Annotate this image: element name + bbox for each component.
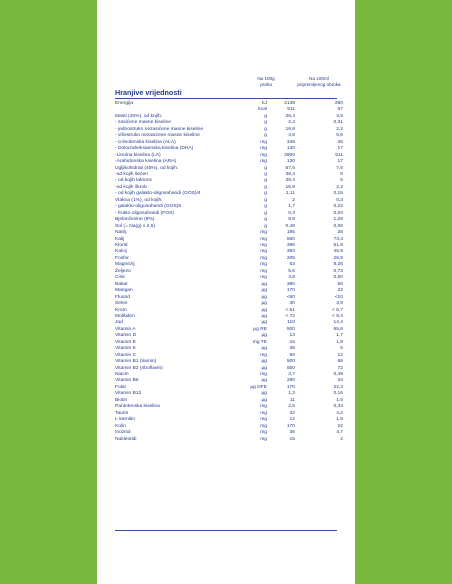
row-label: Inozitol	[115, 430, 131, 436]
row-value-per-100ml: 3,5	[336, 113, 343, 119]
row-unit: µg RE	[253, 326, 267, 332]
row-label: Cink	[115, 275, 125, 281]
row-value-per-100ml: 2,2	[336, 184, 343, 190]
row-value-per-100ml: 17	[337, 146, 343, 152]
row-unit: µg	[261, 281, 267, 287]
row-unit: µg	[261, 294, 267, 300]
row-value-per-100ml: 280	[334, 101, 343, 106]
row-value-per-100ml: 0,3	[336, 197, 343, 203]
row-value-per-100g: < 72	[285, 313, 295, 319]
row-label: Vitamin B1 (tiamin)	[115, 359, 157, 365]
row-label: Mangan	[115, 288, 133, 294]
row-value-per-100ml: 0,49	[333, 372, 343, 378]
row-label: Biotin	[115, 397, 128, 403]
row-value-per-100g: 2,5	[288, 404, 295, 410]
row-value-per-100g: 195	[286, 230, 295, 236]
row-value-per-100g: 12	[289, 417, 295, 423]
row-value-per-100ml: 22,3	[333, 384, 343, 390]
row-value-per-100g: 0,3	[288, 210, 295, 216]
row-unit: mg	[260, 404, 267, 410]
row-label: Niacin	[115, 372, 129, 378]
green-side-band-left	[0, 0, 97, 584]
row-value-per-100ml: 0,06	[333, 223, 343, 229]
row-value-per-100g: 2,4	[288, 120, 295, 126]
row-label: L-karnitin	[115, 417, 136, 423]
row-unit: µg	[261, 320, 267, 326]
row-value-per-100ml: 50	[337, 281, 343, 287]
row-value-per-100ml: 7,6	[336, 165, 343, 171]
row-unit: g	[264, 197, 267, 203]
row-value-per-100g: 26,4	[285, 113, 295, 119]
row-label: Fluorid	[115, 294, 130, 300]
column-header-per-100ml-line2: pripremljenog obroka	[297, 81, 341, 87]
row-value-per-100g: 38,4	[285, 171, 295, 177]
nutrition-table	[115, 101, 343, 443]
row-value-per-100g: 2138	[284, 101, 295, 106]
row-value-per-100ml: 72	[337, 365, 343, 371]
row-value-per-100ml: 66	[337, 359, 343, 365]
row-unit: µg	[261, 397, 267, 403]
row-label: Bakar	[115, 281, 128, 287]
row-unit: g	[264, 113, 267, 119]
row-value-per-100g: 1,3	[288, 391, 295, 397]
row-label: Masti (45%), od kojih:	[115, 113, 163, 119]
row-label: Vitamin B2 (riboflavin)	[115, 365, 163, 371]
row-value-per-100g: 32	[289, 410, 295, 416]
row-value-per-100ml: 5	[340, 346, 343, 352]
row-label: Molibden	[115, 313, 135, 319]
row-value-per-100g: 3,7	[288, 372, 295, 378]
row-value-per-100ml: 1,7	[336, 333, 343, 339]
row-value-per-100ml: 14,4	[333, 320, 343, 326]
row-value-per-100g: 38,4	[285, 178, 295, 184]
row-unit: g	[264, 204, 267, 210]
table-title: Hranjive vrijednosti	[115, 88, 182, 97]
row-value-per-100ml: 0,31	[333, 120, 343, 126]
table-row	[115, 436, 343, 443]
row-value-per-100ml: 5	[340, 178, 343, 184]
row-unit: g	[264, 191, 267, 197]
row-value-per-100ml: 0,33	[333, 404, 343, 410]
row-unit: mg	[260, 152, 267, 158]
row-label: -od kojih šećeri	[115, 171, 148, 177]
row-label: -od kojih škrob	[115, 184, 147, 190]
row-label: Željezo	[115, 268, 131, 274]
row-unit: µg	[261, 307, 267, 313]
row-unit: µg DFE	[250, 384, 267, 390]
row-value-per-100g: 500	[286, 326, 295, 332]
row-value-per-100g: 11	[289, 397, 295, 403]
row-value-per-100g: 110	[287, 320, 295, 326]
row-label: - jednostruko nezasićene masne kiseline	[115, 126, 204, 132]
row-unit: mg	[260, 230, 267, 236]
row-unit: µg	[261, 359, 267, 365]
row-label: Sol (= Na(g) x 2,5)	[115, 223, 156, 229]
row-value-per-100ml: 1,9	[336, 339, 343, 345]
row-value-per-100g: 2	[292, 197, 295, 203]
row-label: Kolin	[115, 423, 126, 429]
row-label: - višestruko nezasićene masne kiseline	[115, 133, 200, 139]
row-value-per-100g: 3,8	[288, 275, 295, 281]
row-value-per-100g: 4,8	[288, 133, 295, 139]
row-unit: mg	[260, 249, 267, 255]
row-label: -Linolna kiselina (LA)	[115, 152, 161, 158]
row-value-per-100ml: 0,73	[333, 268, 343, 274]
row-unit: g	[264, 210, 267, 216]
row-label: Ugljikohidrati (45%), od kojih:	[115, 165, 179, 171]
row-value-per-100ml: 3,9	[336, 301, 343, 307]
row-label: Krom	[115, 307, 127, 313]
row-label: Jod	[115, 320, 123, 326]
row-value-per-100ml: 1,5	[336, 397, 343, 403]
row-value-per-100g: 9,8	[288, 217, 295, 223]
row-value-per-100ml: 26	[337, 230, 343, 236]
row-value-per-100ml: 0,04	[333, 210, 343, 216]
row-value-per-100g: 15	[289, 436, 295, 442]
row-label: - Dokozaheksaenska kiselina (DHA)	[115, 146, 194, 152]
row-value-per-100g: 30	[289, 301, 295, 307]
row-value-per-100g: 38	[289, 346, 295, 352]
row-value-per-100ml: 67	[337, 107, 343, 113]
row-value-per-100ml: 0,15	[333, 191, 343, 197]
row-unit: g	[264, 120, 267, 126]
row-unit: g	[264, 217, 267, 223]
row-value-per-100g: 3900	[284, 152, 295, 158]
row-unit: mg	[260, 423, 267, 429]
row-value-per-100ml: 5	[340, 171, 343, 177]
row-unit: mg TE	[252, 339, 267, 345]
row-value-per-100g: 1,11	[285, 191, 295, 197]
row-label: Vitamin A	[115, 326, 136, 332]
row-value-per-100g: <60	[286, 294, 295, 300]
row-value-per-100ml: 4,7	[336, 430, 343, 436]
column-header-per-100g-line1: Na 100g	[257, 76, 275, 81]
column-header-per-100ml-line1: Na 100ml	[309, 76, 329, 81]
row-label: - frukto-oligosaharidi (FOS)	[115, 210, 174, 216]
row-value-per-100ml: 51,8	[333, 242, 343, 248]
row-value-per-100g: 395	[286, 242, 295, 248]
row-value-per-100ml: 0,50	[333, 275, 343, 281]
row-value-per-100ml: 12	[337, 352, 343, 358]
row-unit: mg	[260, 139, 267, 145]
row-value-per-100g: 511	[287, 107, 295, 113]
row-unit: µg	[261, 313, 267, 319]
row-label: Taurin	[115, 410, 129, 416]
header-divider	[115, 98, 337, 99]
row-label: Fosfor	[115, 255, 129, 261]
column-header-per-100ml	[297, 76, 341, 87]
row-value-per-100ml: 0,16	[333, 391, 343, 397]
row-value-per-100ml: < 9,4	[331, 313, 343, 319]
row-label: Vitamin D	[115, 333, 137, 339]
row-unit: mg	[260, 236, 267, 242]
row-value-per-100ml: 45	[337, 139, 343, 145]
row-value-per-100ml: <10	[334, 294, 343, 300]
row-label: Natrij	[115, 230, 127, 236]
row-value-per-100g: 560	[286, 236, 295, 242]
row-value-per-100g: 130	[286, 146, 295, 152]
row-value-per-100g: 90	[289, 352, 295, 358]
footer-divider	[115, 530, 337, 531]
row-unit: g	[264, 165, 267, 171]
row-label: - od kojih laktoza	[115, 178, 152, 184]
row-label: Klorid	[115, 242, 128, 248]
row-value-per-100ml: 22	[337, 288, 343, 294]
row-unit: µg	[261, 391, 267, 397]
row-label: Folat	[115, 384, 126, 390]
row-unit: mg	[260, 255, 267, 261]
row-unit: mg	[260, 275, 267, 281]
row-value-per-100g: 0,49	[285, 223, 295, 229]
row-label: Vitamin B6	[115, 378, 139, 384]
row-value-per-100g: 36	[289, 430, 295, 436]
row-unit: kcal	[258, 107, 267, 113]
row-value-per-100g: 170	[286, 384, 295, 390]
row-label: Bjelančevine (8%)	[115, 217, 155, 223]
row-unit: mg	[260, 410, 267, 416]
row-value-per-100g: 550	[286, 365, 295, 371]
row-value-per-100g: 170	[286, 288, 295, 294]
row-unit: mg	[260, 372, 267, 378]
row-label: Vlakna (1%), od kojih:	[115, 197, 163, 203]
row-value-per-100g: 1,7	[288, 204, 295, 210]
row-label: - α-linolenska kiselina (ALA)	[115, 139, 176, 145]
row-value-per-100ml: 45,9	[333, 249, 343, 255]
row-label: Selen	[115, 301, 128, 307]
row-unit: µg	[261, 288, 267, 294]
row-value-per-100g: 130	[286, 159, 295, 165]
row-value-per-100ml: 1,6	[336, 417, 343, 423]
row-value-per-100ml: 65,6	[333, 326, 343, 332]
row-value-per-100g: 13	[289, 333, 295, 339]
row-value-per-100ml: 26,9	[333, 255, 343, 261]
row-label: Vitamin B12	[115, 391, 142, 397]
row-value-per-100g: < 51	[285, 307, 295, 313]
row-value-per-100g: 63	[289, 262, 295, 268]
row-label: Nukleotidi	[115, 436, 137, 442]
row-value-per-100ml: 0,6	[336, 133, 343, 139]
row-label: Magnezij	[115, 262, 135, 268]
row-value-per-100ml: 2,2	[336, 126, 343, 132]
row-value-per-100ml: 4,2	[336, 410, 343, 416]
row-value-per-100g: 500	[286, 359, 295, 365]
row-value-per-100ml: 34	[337, 378, 343, 384]
row-label: - od kojih galakto-oligosaharidi (GOS)/4	[115, 191, 201, 197]
row-value-per-100ml: 8,26	[333, 262, 343, 268]
row-unit: µg	[261, 346, 267, 352]
row-unit: g	[264, 184, 267, 190]
row-label: - galakto-oligosaharidi (GOS)5	[115, 204, 182, 210]
row-value-per-100g: 16,9	[285, 126, 295, 132]
row-value-per-100g: 16,9	[285, 184, 295, 190]
row-value-per-100ml: 511	[335, 152, 343, 158]
row-value-per-100g: 57,6	[285, 165, 295, 171]
row-value-per-100ml: 22	[337, 423, 343, 429]
nutrition-panel	[97, 0, 355, 584]
row-unit: mg	[260, 242, 267, 248]
row-value-per-100ml: < 6,7	[331, 307, 343, 313]
row-unit: mg	[260, 262, 267, 268]
row-label: Vitamin C	[115, 352, 137, 358]
row-value-per-100ml: 2	[340, 436, 343, 442]
row-unit: mg	[260, 436, 267, 442]
row-value-per-100g: 260	[286, 378, 295, 384]
row-value-per-100g: 345	[286, 139, 295, 145]
row-label: Pantotenska kiselina	[115, 404, 160, 410]
row-unit: g	[264, 126, 267, 132]
row-unit: mg	[260, 352, 267, 358]
row-label: Kalij	[115, 236, 125, 242]
row-unit: mg	[260, 430, 267, 436]
row-label: Vitamin K	[115, 346, 136, 352]
row-label: Vitamin E	[115, 339, 136, 345]
row-unit: g	[264, 178, 267, 184]
row-label: - zasićene masne kiseline	[115, 120, 171, 126]
row-label: -Arahidonska kiselina (ARA)	[115, 159, 177, 165]
row-unit: mg	[260, 159, 267, 165]
row-value-per-100g: 15	[289, 339, 295, 345]
column-header-per-100g-line2: praha	[260, 81, 272, 87]
row-value-per-100g: 170	[286, 423, 295, 429]
row-unit: mg	[260, 146, 267, 152]
row-value-per-100g: 205	[286, 255, 295, 261]
row-unit: mg	[260, 417, 267, 423]
row-value-per-100ml: 1,28	[333, 217, 343, 223]
row-value-per-100ml: 0,22	[333, 204, 343, 210]
green-side-band-right	[355, 0, 452, 584]
row-unit: g	[264, 223, 267, 229]
row-unit: µg	[261, 378, 267, 384]
row-value-per-100g: 350	[286, 249, 295, 255]
row-unit: mg	[260, 268, 267, 274]
row-unit: µg	[261, 333, 267, 339]
row-label: Energija	[115, 101, 133, 106]
row-value-per-100ml: 17	[337, 159, 343, 165]
row-label: Kalcij	[115, 249, 127, 255]
row-unit: µg	[261, 301, 267, 307]
row-value-per-100g: 5,6	[288, 268, 295, 274]
row-unit: g	[264, 133, 267, 139]
column-header-per-100g	[249, 76, 283, 87]
row-unit: µg	[261, 365, 267, 371]
row-value-per-100g: 380	[286, 281, 295, 287]
row-unit: kJ	[262, 101, 267, 106]
row-value-per-100ml: 73,4	[333, 236, 343, 242]
row-unit: g	[264, 171, 267, 177]
